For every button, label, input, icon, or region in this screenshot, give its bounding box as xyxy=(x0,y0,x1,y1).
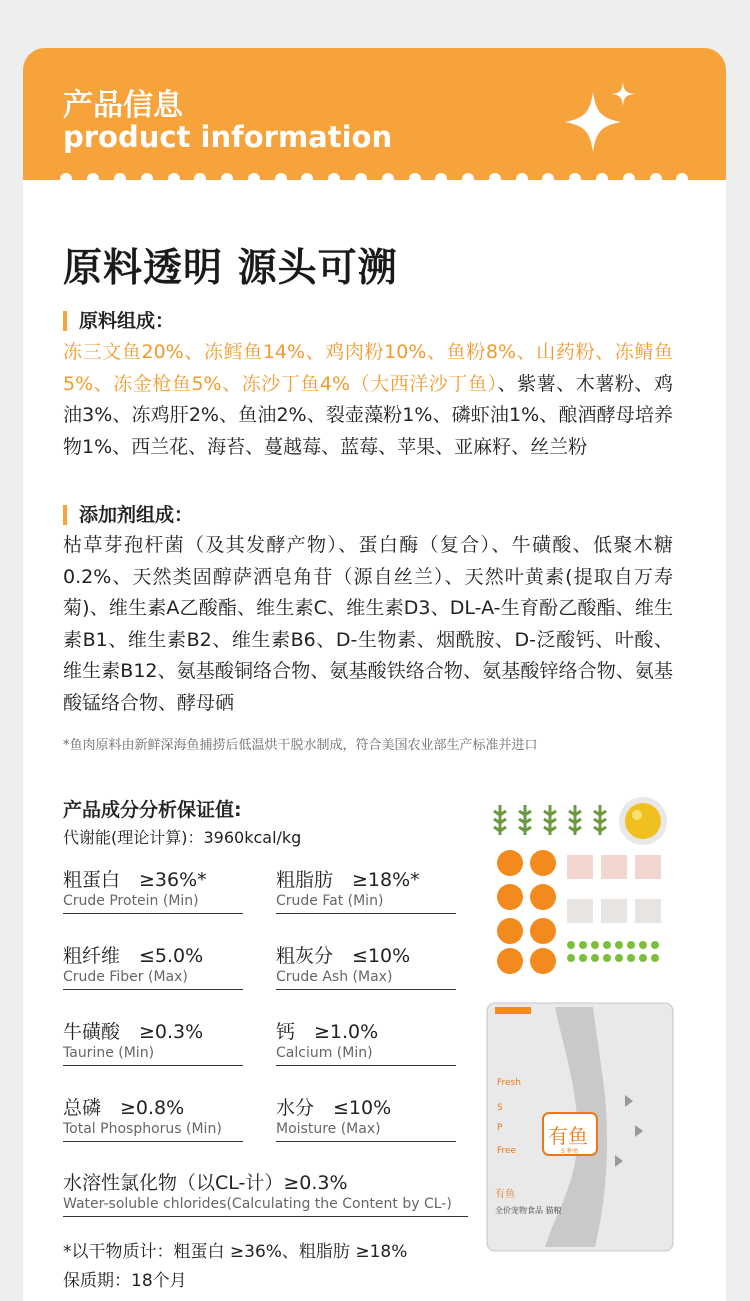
nutrient-taurine: 牛磺酸 ≥0.3% Taurine (Min) xyxy=(63,1020,243,1066)
ingredients-rest: 、紫薯、木薯粉、鸡油3%、冻鸡肝2%、鱼油2%、裂壶藻粉1%、磷虾油1%、酿酒酵母培养物1%、西兰花、海苔、蔓越莓、蓝莓、苹果、亚麻籽、丝兰粉 xyxy=(63,372,673,458)
energy-value: 代谢能(理论计算)：3960kcal/kg xyxy=(63,828,302,847)
nutrient-crude-fiber: 粗纤维 ≤5.0% Crude Fiber (Max) xyxy=(63,944,243,990)
svg-text:Fresh: Fresh xyxy=(497,1078,521,1088)
nutrient-calcium: 钙 ≥1.0% Calcium (Min) xyxy=(276,1020,456,1066)
section-header xyxy=(23,48,726,180)
product-illustration xyxy=(485,795,675,1255)
peas-icon xyxy=(567,941,659,962)
ingredients-label: 原料组成： xyxy=(63,311,174,331)
sweet-potato-slices-icon xyxy=(497,850,556,974)
svg-text:S: S xyxy=(497,1103,503,1113)
nutrient-chlorides: 水溶性氯化物（以CL-计）≥0.3% Water-soluble chlorides(Calculating the Content by CL-) xyxy=(63,1171,468,1217)
rosemary-sprigs-icon xyxy=(494,805,606,835)
svg-text:全价宠物食品 猫粮: 全价宠物食品 猫粮 xyxy=(495,1206,562,1215)
additives-label: 添加剂组成： xyxy=(63,505,193,525)
svg-text:有鱼: 有鱼 xyxy=(548,1124,588,1148)
additives-text: 枯草芽孢杆菌（及其发酵产物）、蛋白酶（复合）、牛磺酸、低聚木糖0.2%、天然类固醇萨洒皂角苷（源自丝兰）、天然叶黄素(提取自万寿菊)、维生素A乙酸酯、维生素C、维生素D3、DL-A-生育酚乙酸酯、维生素B1、维生素B2、维生素B6、D-生物素、烟酰胺、D-泛酸钙、叶酸、维生素B12、氨基酸铜络合物、氨基酸铁络合物、氨基酸锌络合物、氨基酸锰络合物、酵母硒 xyxy=(63,534,673,714)
svg-text:Free: Free xyxy=(497,1146,517,1156)
source-note: *鱼肉原料由新鲜深海鱼捕捞后低温烘干脱水制成，符合美国农业部生产标准并进口 xyxy=(63,738,538,753)
product-package xyxy=(487,1003,673,1251)
nutrient-crude-fat: 粗脂肪 ≥18%* Crude Fat (Min) xyxy=(276,868,456,914)
fish-oil-bowl-icon xyxy=(619,797,667,845)
ingredients-highlighted: 冻三文鱼20%、冻鳕鱼14%、鸡肉粉10%、鱼粉8%、山药粉、冻鲭鱼5%、冻金枪鱼5%、冻沙丁鱼4%（大西洋沙丁鱼） xyxy=(63,341,673,395)
dry-matter-note: *以干物质计：粗蛋白 ≥36%、粗脂肪 ≥18% xyxy=(63,1242,408,1262)
analysis-title: 产品成分分析保证值: xyxy=(63,799,242,821)
meat-cubes-icon xyxy=(567,855,661,923)
section-title-cn: 产品信息 xyxy=(63,88,183,123)
svg-text:有鱼: 有鱼 xyxy=(495,1189,515,1200)
section-title-en: product information xyxy=(63,120,393,154)
svg-text:P: P xyxy=(497,1123,503,1133)
ingredients-text xyxy=(63,337,673,463)
shelf-life: 保质期：18个月 xyxy=(63,1271,187,1291)
svg-text:5 种鱼: 5 种鱼 xyxy=(561,1148,579,1155)
nutrient-moisture: 水分 ≤10% Moisture (Max) xyxy=(276,1096,456,1142)
nutrient-crude-ash: 粗灰分 ≤10% Crude Ash (Max) xyxy=(276,944,456,990)
sparkle-icon xyxy=(563,80,643,160)
headline: 原料透明 源头可溯 xyxy=(63,246,398,291)
nutrient-total-phosphorus: 总磷 ≥0.8% Total Phosphorus (Min) xyxy=(63,1096,243,1142)
nutrient-crude-protein: 粗蛋白 ≥36%* Crude Protein (Min) xyxy=(63,868,243,914)
